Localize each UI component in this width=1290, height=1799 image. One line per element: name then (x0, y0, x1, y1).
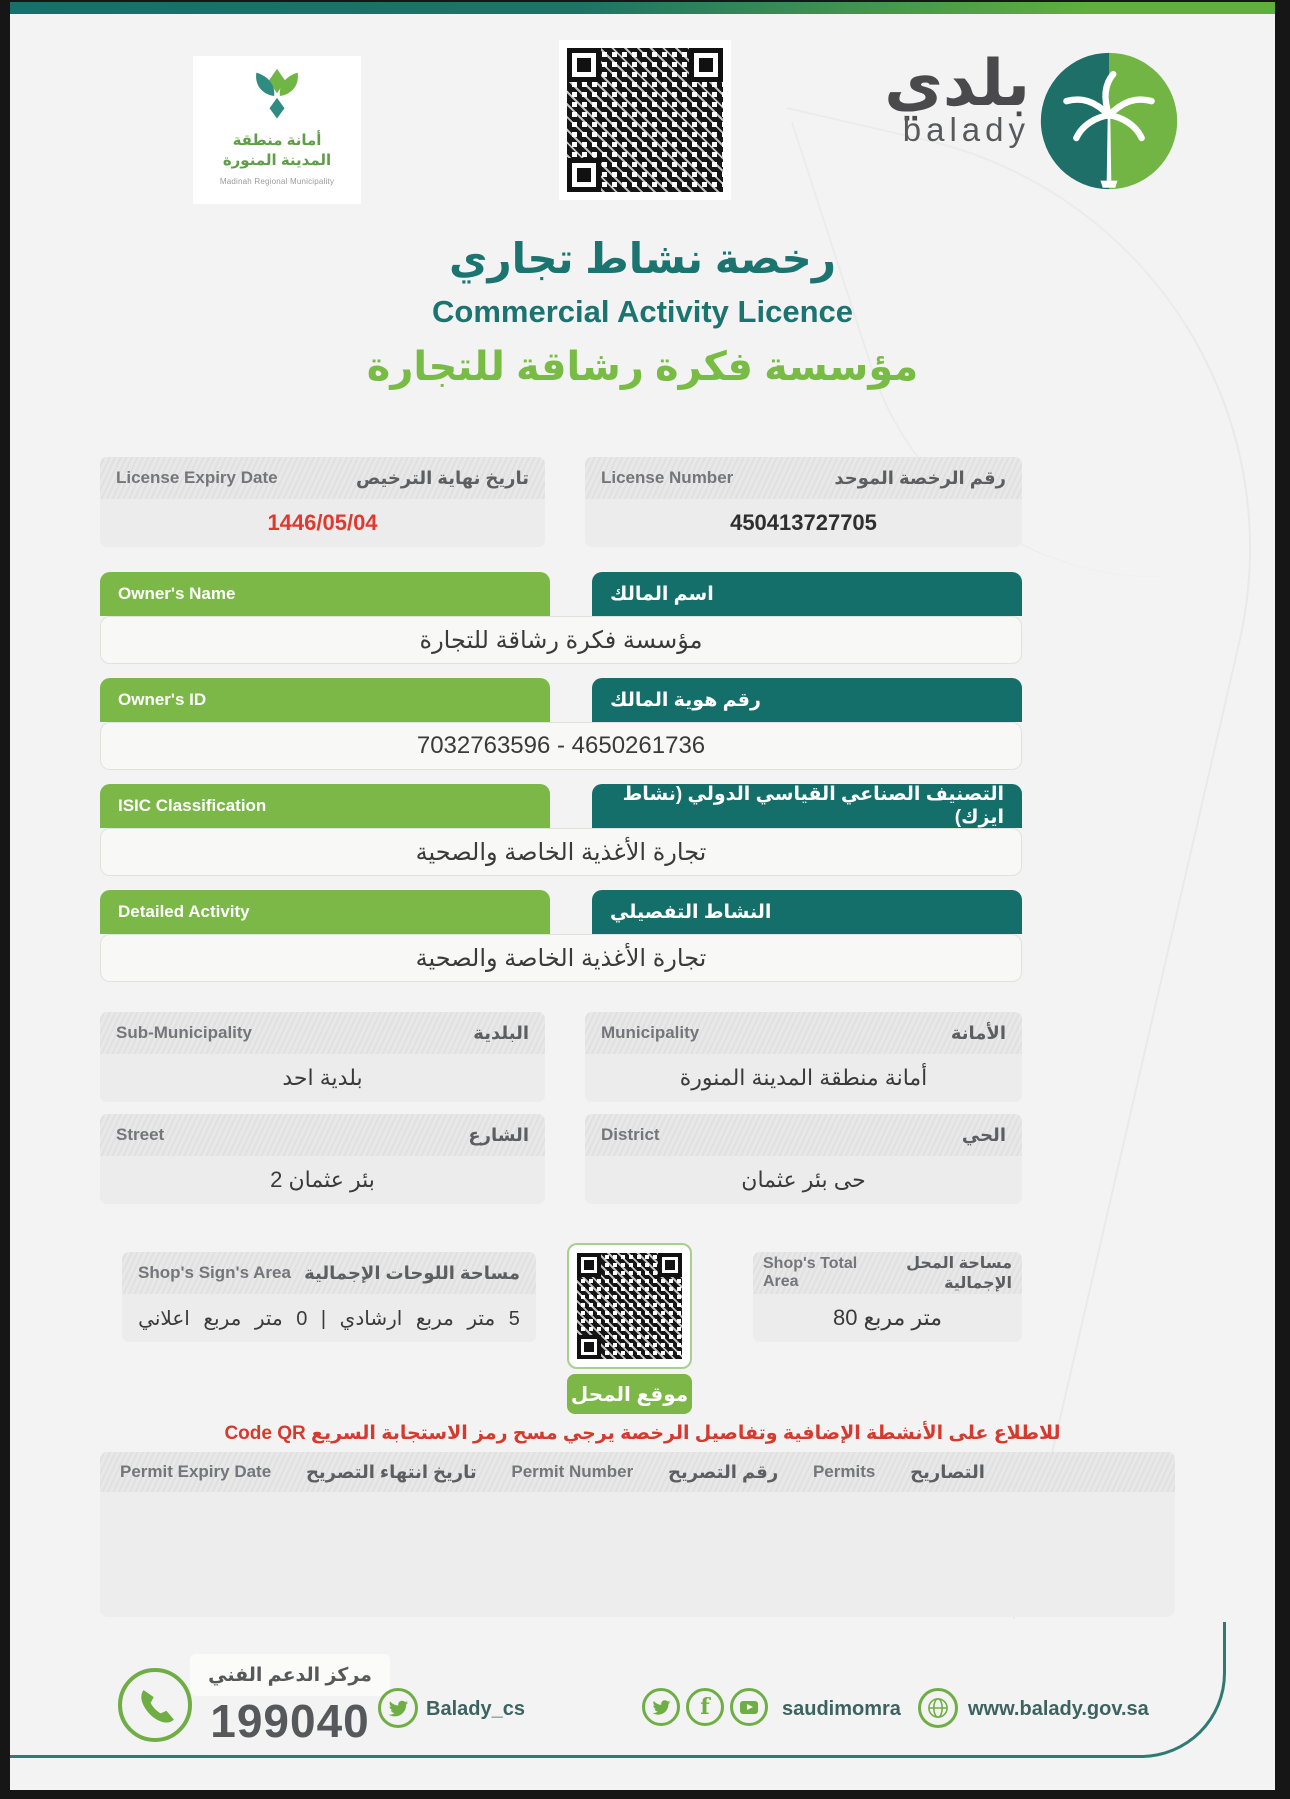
owner-id-label-en: Owner's ID (100, 678, 550, 722)
top-gradient-bar (10, 2, 1275, 14)
detailed-activity-value: تجارة الأغذية الخاصة والصحية (100, 934, 1022, 982)
support-phone-number: 199040 (210, 1695, 370, 1747)
owner-name-value: مؤسسة فكرة رشاقة للتجارة (100, 616, 1022, 664)
field-header-bar (100, 1114, 545, 1156)
licence-qr-code[interactable] (559, 40, 731, 200)
label-ar: تاريخ نهاية الترخيص (355, 467, 529, 488)
balady-arabic: بلدي (884, 47, 1030, 119)
permit-expiry-label-ar: تاريخ انتهاء التصريح (305, 1461, 477, 1482)
madinah-municipality-logo (193, 56, 361, 204)
permit-number-label-en: Permit Number (511, 1462, 634, 1481)
permits-header-bar (100, 1452, 1175, 1492)
field-header-bar (122, 1252, 536, 1294)
district-value: حى بئر عثمان (585, 1156, 1022, 1204)
field-sub-municipality (100, 1012, 545, 1102)
licence-page (10, 2, 1275, 1790)
shop-location-qr-code[interactable] (567, 1243, 692, 1369)
owner-name-label-ar: اسم المالك (592, 572, 1022, 616)
isic-value: تجارة الأغذية الخاصة والصحية (100, 828, 1022, 876)
field-district (585, 1114, 1022, 1204)
field-shop-total-area (753, 1252, 1022, 1342)
field-isic-classification (100, 784, 1022, 876)
isic-label-en: ISIC Classification (100, 784, 550, 828)
balady-english: balady (902, 111, 1030, 149)
license-number-value: 450413727705 (585, 499, 1022, 547)
label-en: License Number (601, 468, 734, 487)
field-header-bar (753, 1252, 1022, 1294)
detailed-activity-label-ar: النشاط التفصيلي (592, 890, 1022, 934)
label-ar: البلدية (473, 1022, 529, 1043)
label-ar: رقم الرخصة الموحد (834, 467, 1006, 488)
shop-sign-area-value: 5 متر مربع ارشادي | 0 متر مربع اعلاني (122, 1294, 536, 1342)
field-license-expiry (100, 457, 545, 547)
municipality-name-arabic-line1: أمانة منطقة (232, 132, 322, 149)
field-header-bar (585, 1012, 1022, 1054)
sub-municipality-value: بلدية احد (100, 1054, 545, 1102)
support-center-label: مركز الدعم الفني (190, 1654, 390, 1696)
balady-logo-wordmark (830, 47, 1030, 149)
field-header-bar (585, 1114, 1022, 1156)
shop-location-button[interactable]: موقع المحل (567, 1374, 692, 1414)
social-handle[interactable]: saudimomra (782, 1698, 901, 1720)
license-expiry-value: 1446/05/04 (100, 499, 545, 547)
shop-total-area-value: 80 متر مربع (753, 1294, 1022, 1342)
permits-label-en: Permits (812, 1462, 876, 1481)
permits-label-ar: التصاريح (910, 1461, 985, 1482)
label-ar: مساحة اللوحات الإجمالية (304, 1262, 520, 1283)
footer-decorative-line (10, 1622, 1226, 1758)
detailed-activity-label-en: Detailed Activity (100, 890, 550, 934)
company-name-title: مؤسسة فكرة رشاقة للتجارة (366, 345, 919, 389)
municipality-name-english: Madinah Regional Municipality (219, 176, 335, 186)
owner-name-label-en: Owner's Name (100, 572, 550, 616)
field-owner-id (100, 678, 1022, 770)
field-header-bar (100, 457, 545, 499)
facebook-icon[interactable]: f (686, 1688, 724, 1726)
municipality-value: أمانة منطقة المدينة المنورة (585, 1054, 1022, 1102)
street-value: بئر عثمان 2 (100, 1156, 545, 1204)
field-detailed-activity (100, 890, 1022, 982)
field-header-bar (100, 1012, 545, 1054)
label-ar: مساحة المحل الإجمالية (906, 1255, 1012, 1292)
permit-number-label-ar: رقم التصريح (668, 1461, 779, 1482)
owner-id-value: 7032763596 - 4650261736 (100, 722, 1022, 770)
label-en: Shop's Total Area (763, 1255, 858, 1290)
isic-label-ar: التصنيف الصناعي القياسي الدولي (نشاط ايزك) (592, 784, 1022, 828)
field-license-number (585, 457, 1022, 547)
website-link[interactable]: www.balady.gov.sa (968, 1698, 1149, 1720)
label-en: Sub-Municipality (116, 1023, 252, 1042)
field-shop-sign-area (122, 1252, 536, 1342)
field-street (100, 1114, 545, 1204)
licence-title-arabic: رخصة نشاط تجاري (448, 235, 837, 282)
field-municipality (585, 1012, 1022, 1102)
field-header-bar (585, 457, 1022, 499)
label-ar: الشارع (468, 1124, 529, 1145)
palm-tree-icon (1038, 50, 1180, 192)
owner-id-label-ar: رقم هوية المالك (592, 678, 1022, 722)
label-en: Street (116, 1125, 165, 1144)
municipality-name-arabic-line2: المدينة المنورة (222, 152, 332, 170)
field-owner-name (100, 572, 1022, 664)
twitter-handle[interactable]: Balady_cs (426, 1698, 525, 1720)
label-en: District (601, 1125, 660, 1144)
label-ar: الحي (961, 1124, 1006, 1145)
label-ar: الأمانة (950, 1022, 1006, 1043)
label-en: Shop's Sign's Area (138, 1263, 291, 1282)
licence-title-english: Commercial Activity Licence (432, 294, 853, 329)
permit-expiry-label-en: Permit Expiry Date (120, 1462, 272, 1481)
municipality-leaf-emblem-icon (246, 66, 308, 126)
qr-scan-note: للاطلاع على الأنشطة الإضافية وتفاصيل الرخصة يرجي مسح رمز الاستجابة السريع Code QR (224, 1423, 1061, 1444)
label-en: License Expiry Date (116, 468, 278, 487)
label-en: Municipality (601, 1023, 700, 1042)
permits-empty-area (100, 1492, 1175, 1617)
